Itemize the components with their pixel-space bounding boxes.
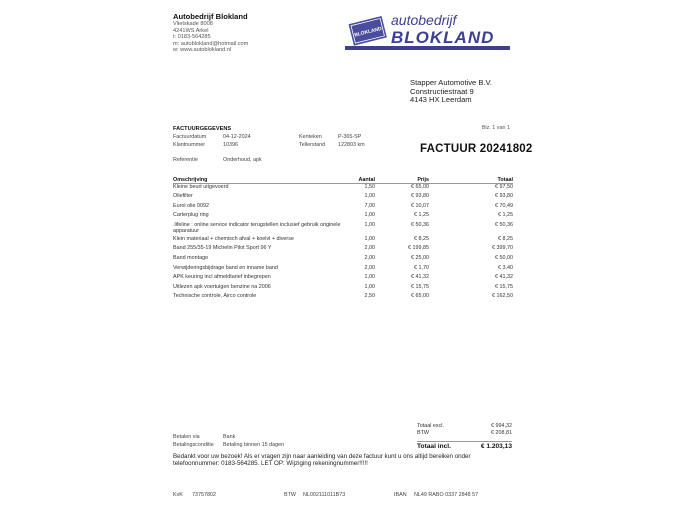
row-quantity: 2,00 (364, 264, 375, 271)
page-indicator: Blz. 1 van 1 (481, 125, 510, 131)
row-quantity: 2,50 (364, 293, 375, 300)
sender-web: w: www.autoblokland.nl (173, 47, 232, 54)
logo-badge-text: BLOKLAND (353, 25, 383, 39)
row-quantity: 1,50 (364, 184, 375, 190)
invoice-title: FACTUUR 20241802 (420, 143, 533, 155)
kvk-value: 73757802 (192, 492, 216, 498)
table-row (173, 193, 513, 203)
row-quantity: 1,00 (364, 283, 375, 290)
row-description: Carterplug ring (173, 212, 209, 219)
company-logo (345, 10, 510, 54)
row-description: Klein materiaal + chemisch afval + koelvl + diverse (173, 235, 294, 242)
odometer-label: Tellerstand (299, 142, 326, 148)
total-incl-label: Totaal incl. (417, 443, 451, 451)
payment-method-label: Betalen via (173, 434, 200, 440)
recipient-street: Constructiestraat 9 (410, 86, 474, 96)
reference-label: Referentie (173, 157, 198, 163)
iban-label: IBAN (394, 492, 407, 498)
btw-value: € 208,81 (491, 430, 512, 437)
table-row (173, 265, 513, 275)
plate-label: Kenteken (299, 134, 322, 140)
total-incl-value: € 1.203,13 (480, 443, 512, 451)
row-total: € 97,50 (495, 184, 513, 190)
total-excl-label: Totaal excl. (417, 423, 444, 429)
invoice-section-title: FACTUURGEGEVENS (173, 126, 232, 132)
sender-block (173, 12, 248, 54)
iban-value: NL49 RABO 0337 2848 57 (414, 492, 479, 498)
row-total: € 41,32 (495, 274, 513, 281)
row-price: € 1,70 (414, 264, 429, 271)
col-header-price: Prijs (417, 177, 429, 183)
odometer-value: 122803 km (338, 142, 365, 148)
payment-terms-label: Betalingsconditie (173, 442, 214, 448)
row-description: Uitlezen apk voertuigen benzine na 2006 (173, 283, 271, 290)
row-description: .lifeline : online service indicator terugstellen inclusief gebruik originele apparatuur (173, 221, 341, 234)
recipient-name: Stapper Automotive B.V. (410, 78, 493, 87)
kvk-label: KvK (173, 492, 183, 498)
logo-top-text: autobedrijf (391, 12, 457, 28)
row-quantity: 2,00 (364, 245, 375, 252)
footer-btw-value: NL002111011B73 (303, 492, 346, 498)
row-total: € 50,00 (495, 255, 513, 262)
table-row (173, 284, 513, 294)
sender-phone: t: 0183-564285 (173, 34, 211, 41)
row-price: € 10,07 (411, 202, 429, 209)
table-row (173, 203, 513, 213)
row-description: Eurol olie 0092 (173, 202, 209, 209)
total-incl-row (417, 441, 512, 452)
thank-you-note: Bedankt voor uw bezoek! Als er vragen zijn naar aanleiding van deze factuur kunt u ons altijd bereiken onder telefoonnummer: 0183-564285. LET OP: Wijziging rekeningnummer!!!!! (173, 453, 471, 468)
logo-main-text: BLOKLAND (391, 28, 495, 47)
table-row (173, 255, 513, 265)
payment-method-value: Bank (223, 434, 236, 440)
table-row (173, 245, 513, 255)
row-total: € 3,40 (498, 264, 513, 271)
table-row (173, 236, 513, 246)
customer-number-label: Klantnummer (173, 142, 206, 148)
footer-btw-label: BTW (284, 492, 296, 498)
row-price: € 41,32 (411, 274, 429, 281)
table-row (173, 274, 513, 284)
row-description: Band montage (173, 255, 209, 262)
sender-street: Vlietskade 8008 (173, 21, 213, 27)
btw-row (417, 430, 512, 437)
row-price: € 65,00 (411, 184, 429, 190)
payment-terms-value: Betaling binnen 15 dagen (223, 442, 285, 448)
recipient-address (410, 79, 492, 105)
row-total: € 93,80 (495, 193, 513, 200)
reference-value: Onderhoud, apk (223, 157, 262, 163)
totals-block (417, 423, 512, 452)
sender-city: 4241WS Arkel (173, 27, 209, 34)
table-row (173, 222, 513, 236)
row-price: € 199,85 (408, 245, 429, 252)
row-quantity: 1,00 (364, 212, 375, 219)
table-row (173, 184, 513, 194)
row-description: Verwijderingsbijdrage band en inname band (173, 264, 278, 271)
row-total: € 1,25 (498, 212, 513, 219)
row-price: € 8,25 (414, 235, 429, 242)
row-quantity: 2,00 (364, 255, 375, 262)
row-quantity: 1,00 (364, 235, 375, 242)
logo-badge (349, 16, 387, 46)
invoice-date-label: Factuurdatum (173, 134, 207, 140)
recipient-city: 4143 HX Leerdam (410, 95, 472, 105)
row-total: € 50,36 (495, 221, 513, 228)
row-description: Technische controle, Airco controle (173, 293, 257, 300)
row-price: € 65,00 (411, 293, 429, 300)
row-price: € 1,25 (414, 212, 429, 219)
row-quantity: 1,00 (364, 193, 375, 200)
customer-number-value: 10396 (223, 142, 238, 148)
plate-value: P-365-SP (338, 134, 362, 140)
row-quantity: 1,00 (364, 221, 375, 228)
row-description: Band 255/35-19 Michelin Pilot Sport 96 Y (173, 245, 272, 252)
table-header-row (173, 175, 513, 184)
col-header-description: Omschrijving (173, 177, 208, 183)
sender-email: m: autoblokland@hotmail.com (173, 40, 249, 47)
row-price: € 15,75 (411, 283, 429, 290)
row-price: € 50,36 (411, 221, 429, 228)
table-row (173, 293, 513, 303)
invoice-date-value: 04-12-2024 (223, 134, 251, 140)
row-total: € 8,25 (498, 235, 513, 242)
row-total: € 70,49 (495, 202, 513, 209)
row-total: € 399,70 (492, 245, 513, 252)
row-quantity: 1,00 (364, 274, 375, 281)
row-price: € 25,00 (411, 255, 429, 262)
row-description: Oliefilter (173, 193, 193, 200)
col-header-quantity: Aantal (358, 177, 375, 183)
table-row (173, 212, 513, 222)
total-excl-value: € 994,32 (491, 423, 512, 429)
row-total: € 162,50 (492, 293, 513, 300)
row-description: APK keuring incl afmeldtarief inbegrepen (173, 274, 271, 281)
col-header-total: Totaal (497, 177, 513, 183)
invoice-items-table (173, 175, 513, 303)
btw-label: BTW (417, 430, 429, 437)
row-price: € 93,80 (411, 193, 429, 200)
row-quantity: 7,00 (364, 202, 375, 209)
total-excl-row (417, 423, 512, 430)
sender-name: Autobedrijf Blokland (173, 12, 248, 21)
row-total: € 15,75 (495, 283, 513, 290)
row-description: Kleine beurt uitgevoerd (173, 184, 229, 190)
